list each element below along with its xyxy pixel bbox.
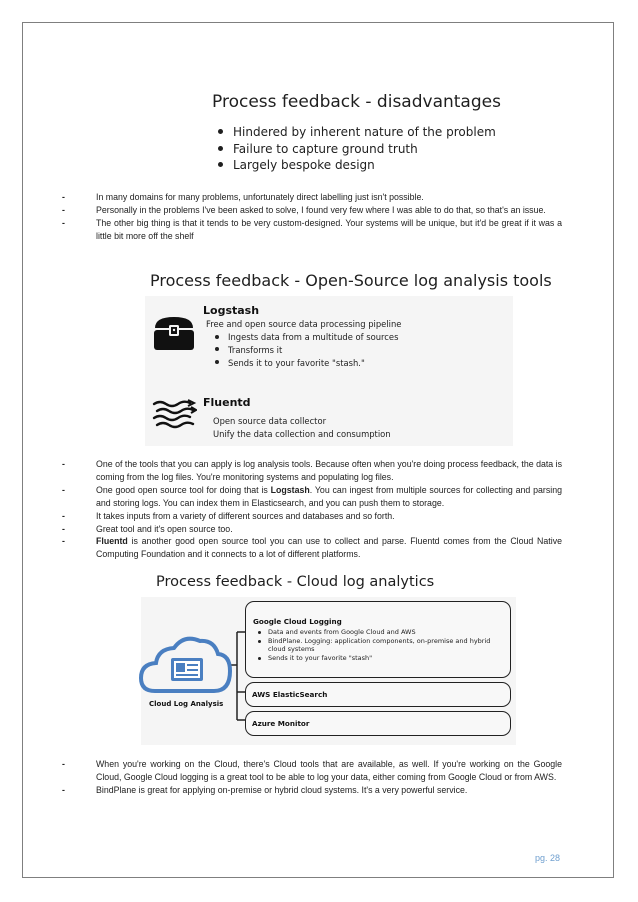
- bullet-dot-icon: [218, 146, 223, 151]
- logstash-bullet-text: Transforms it: [228, 344, 283, 355]
- google-bullet: [256, 628, 496, 637]
- note-text: Great tool and it's open source too.: [96, 523, 233, 534]
- aws-elasticsearch-title: AWS ElasticSearch: [252, 690, 328, 699]
- google-bullet-text: BindPlane. Logging: application components, on-premise and hybrid cloud systems: [268, 636, 491, 654]
- slide1-bullet: [218, 157, 496, 174]
- note-text: . You can ingest from multiple sources for collecting and parsing and storing logs. You can index them in Elasticsearch, and you can push them to storage.: [96, 484, 563, 508]
- logstash-bullet: [215, 357, 398, 370]
- note-text: One of the tools that you can apply is log analysis tools. Because often when you're doing process feedback, the data is coming from the log files. You're monitoring systems and populating log files.: [96, 459, 562, 482]
- notes-section-2: [62, 458, 562, 561]
- google-cloud-logging-title: Google Cloud Logging: [253, 617, 342, 626]
- slide1-bullet-text: Hindered by inherent nature of the problem: [233, 125, 496, 139]
- logstash-bullet: [215, 344, 398, 357]
- bullet-dot-icon: [258, 631, 261, 634]
- note-item: [62, 523, 562, 536]
- fluentd-line: Unify the data collection and consumption: [213, 429, 391, 439]
- note-bold-text: Fluentd: [96, 536, 128, 547]
- bullet-dot-icon: [215, 360, 219, 364]
- google-bullet-text: Data and events from Google Cloud and AWS: [268, 628, 416, 636]
- note-item: [62, 535, 562, 561]
- bullet-dot-icon: [258, 640, 261, 643]
- note-item: [62, 191, 562, 204]
- fluentd-line: Open source data collector: [213, 416, 327, 426]
- dash-marker: -: [62, 204, 65, 215]
- logstash-bullet-text: Sends it to your favorite "stash.": [228, 357, 365, 368]
- note-text: The other big thing is that it tends to be very custom-designed. Your systems will be unique, but it'd be great if it was a little bit more off the shelf: [96, 217, 562, 241]
- note-item: [62, 458, 562, 484]
- bullet-dot-icon: [215, 335, 219, 339]
- dash-marker: -: [62, 459, 65, 469]
- slide1-bullets: [218, 124, 496, 174]
- slide3-title: Process feedback - Cloud log analytics: [156, 574, 435, 590]
- dash-marker: -: [62, 523, 65, 534]
- logstash-bullets: [215, 331, 398, 369]
- wave-lines-icon: [151, 398, 197, 432]
- slide1-bullet-text: Failure to capture ground truth: [233, 141, 418, 156]
- treasure-chest-icon: [151, 314, 197, 352]
- slide2-title: Process feedback - Open-Source log analysis tools: [150, 271, 552, 290]
- bullet-dot-icon: [218, 129, 223, 134]
- dash-marker: -: [62, 536, 65, 547]
- google-cloud-logging-bullets: [256, 628, 496, 663]
- logstash-bullet-text: Ingests data from a multitude of sources: [228, 332, 399, 342]
- note-text: BindPlane is great for applying on-premise or hybrid cloud systems. It's a very powerful service.: [96, 784, 468, 795]
- logstash-bullet: [215, 331, 398, 344]
- google-bullet: [256, 637, 496, 654]
- notes-section-3: [62, 758, 562, 797]
- note-text: It takes inputs from a variety of different sources and databases and so forth.: [96, 510, 395, 521]
- note-item: [62, 784, 562, 797]
- bullet-dot-icon: [218, 162, 223, 167]
- dash-marker: -: [62, 192, 65, 202]
- slide1-bullet: [218, 141, 496, 158]
- dash-marker: -: [62, 784, 65, 795]
- bullet-dot-icon: [215, 347, 219, 351]
- slide1-bullet-text: Largely bespoke design: [233, 158, 375, 172]
- note-item: [62, 510, 562, 523]
- notes-section-1: [62, 191, 562, 243]
- slide1-title: Process feedback - disadvantages: [212, 92, 501, 112]
- note-item: [62, 204, 562, 217]
- cloud-log-analysis-label: Cloud Log Analysis: [149, 700, 224, 708]
- note-item: [62, 217, 562, 243]
- note-item: [62, 484, 562, 510]
- dash-marker: -: [62, 217, 65, 228]
- page-number: pg. 28: [535, 853, 561, 863]
- note-text: When you're working on the Cloud, there's Cloud tools that are available, as well. If you're working on the Google Cloud, Google Cloud logging is a great tool to be able to log your data, either coming from Google Cloud or from AWS.: [96, 759, 562, 782]
- logstash-name: Logstash: [203, 304, 260, 317]
- google-bullet: [256, 654, 496, 663]
- note-text: is another good open source tool you can use to collect and parse. Fluentd comes from the Cloud Native Computing Foundation and it connects to a lot of different platforms.: [96, 536, 562, 560]
- note-text: In many domains for many problems, unfortunately direct labelling just isn't possible.: [96, 192, 424, 202]
- bullet-dot-icon: [258, 657, 261, 660]
- dash-marker: -: [62, 510, 65, 521]
- dash-marker: -: [62, 759, 65, 769]
- azure-monitor-title: Azure Monitor: [252, 719, 310, 728]
- note-text: Personally in the problems I've been asked to solve, I found very few where I was able to do that, so that's an issue.: [96, 204, 546, 215]
- fluentd-name: Fluentd: [203, 396, 251, 409]
- note-item: [62, 758, 562, 784]
- slide1-bullet: [218, 124, 496, 141]
- dash-marker: -: [62, 484, 65, 495]
- google-bullet-text: Sends it to your favorite "stash": [268, 654, 373, 663]
- logstash-description: Free and open source data processing pipeline: [206, 319, 402, 329]
- note-text: One good open source tool for doing that is: [96, 484, 271, 495]
- note-bold-text: Logstash: [270, 484, 310, 495]
